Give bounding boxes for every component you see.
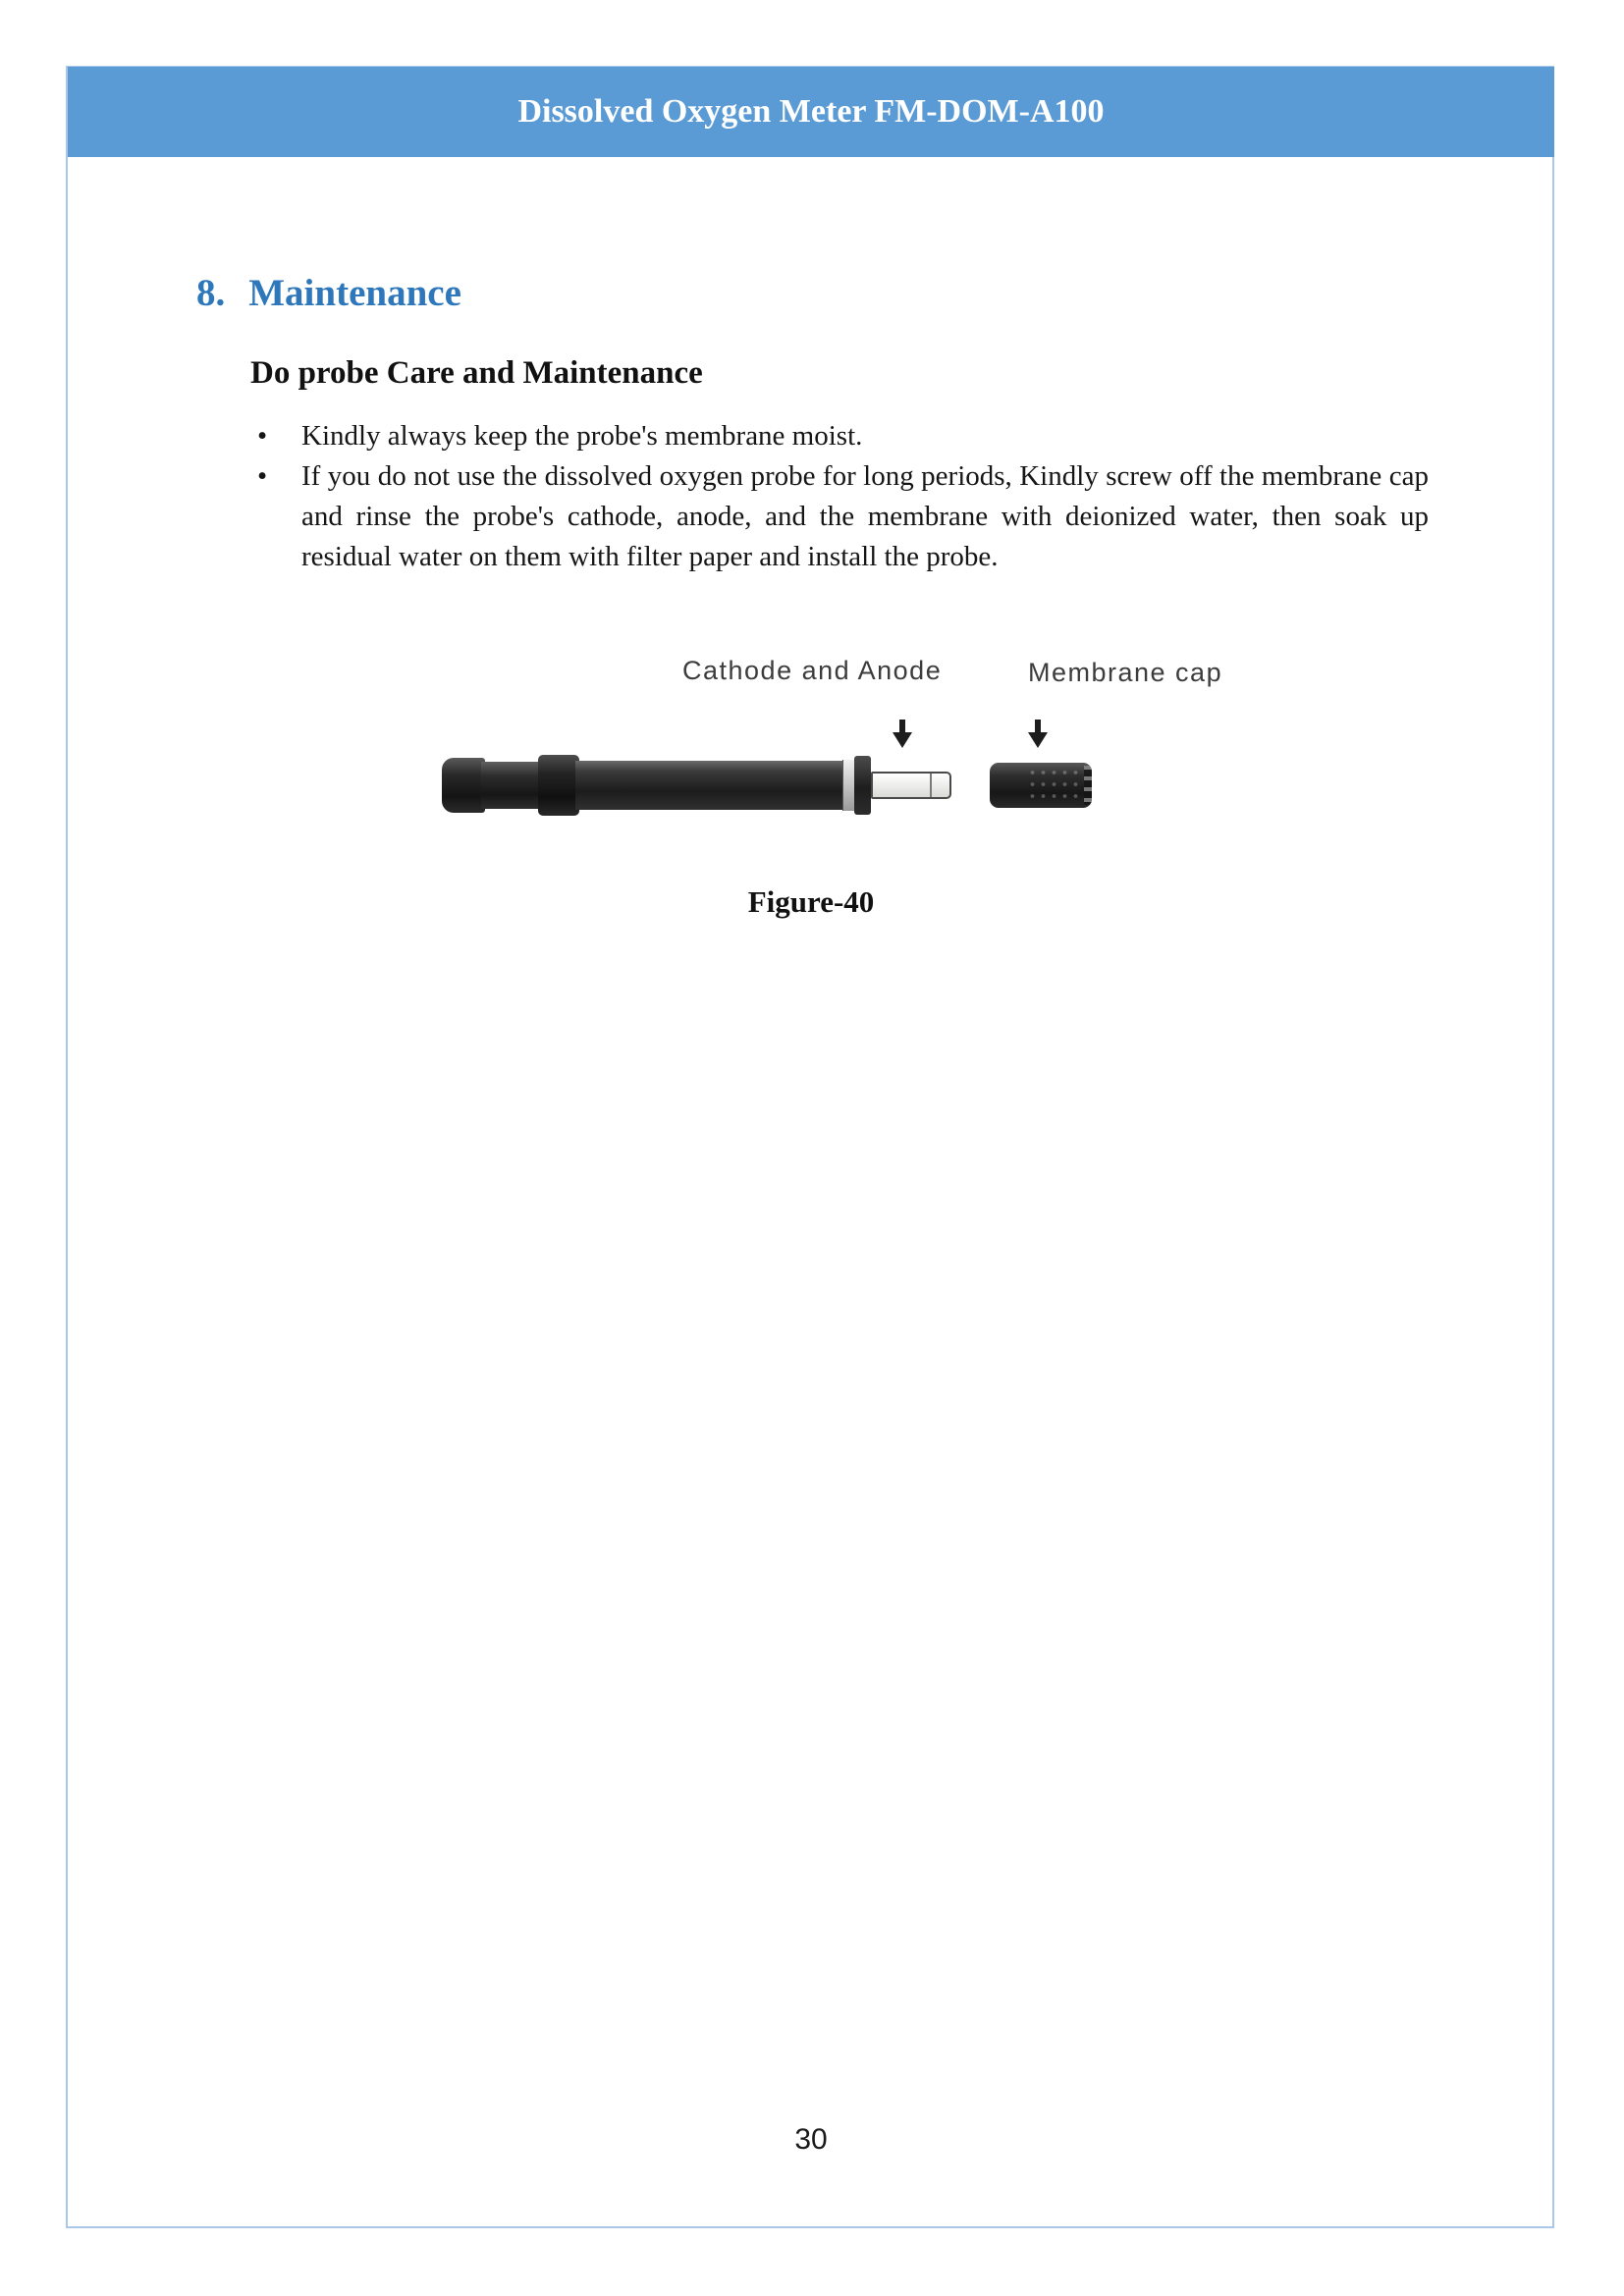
- membrane-cap-part: [990, 763, 1092, 808]
- bullet-text: If you do not use the dissolved oxygen probe for long periods, Kindly screw off the membrane cap and rinse the probe's cathode, anode, and the membrane with deionized water, then soak up residual water on them with filter paper and install the probe.: [301, 460, 1429, 572]
- section-heading: [196, 271, 461, 315]
- header-band: [68, 67, 1554, 157]
- bullet-dot: •: [257, 420, 268, 452]
- down-arrow-icon: [892, 720, 913, 749]
- probe-main-body: [575, 761, 846, 810]
- section-number: 8.: [196, 272, 226, 315]
- cathode-anode-label: Cathode and Anode: [682, 656, 943, 685]
- bullet-list: [257, 416, 1429, 577]
- probe-cathode-shaft: [871, 772, 951, 799]
- down-arrow-icon: [1027, 720, 1049, 749]
- subsection-heading: Do probe Care and Maintenance: [250, 355, 703, 392]
- probe-left-cap: [442, 758, 485, 813]
- document-title: Dissolved Oxygen Meter FM-DOM-A100: [517, 93, 1105, 130]
- bullet-item-2: [257, 456, 1429, 577]
- membrane-cap-label: Membrane cap: [1028, 658, 1223, 687]
- membrane-texture: [1027, 767, 1078, 804]
- figure-caption: Figure-40: [747, 884, 875, 919]
- bullet-dot: •: [257, 460, 268, 492]
- membrane-notches: [1084, 766, 1092, 805]
- bullet-text: Kindly always keep the probe's membrane moist.: [301, 420, 863, 452]
- page-number: 30: [794, 2123, 828, 2156]
- bullet-item-1: [257, 416, 1429, 456]
- probe-flange: [854, 756, 871, 815]
- section-title: Maintenance: [248, 272, 461, 315]
- probe-body-segment: [481, 762, 542, 809]
- shaft-tip-line: [930, 774, 932, 797]
- probe-collar-ring: [538, 755, 579, 816]
